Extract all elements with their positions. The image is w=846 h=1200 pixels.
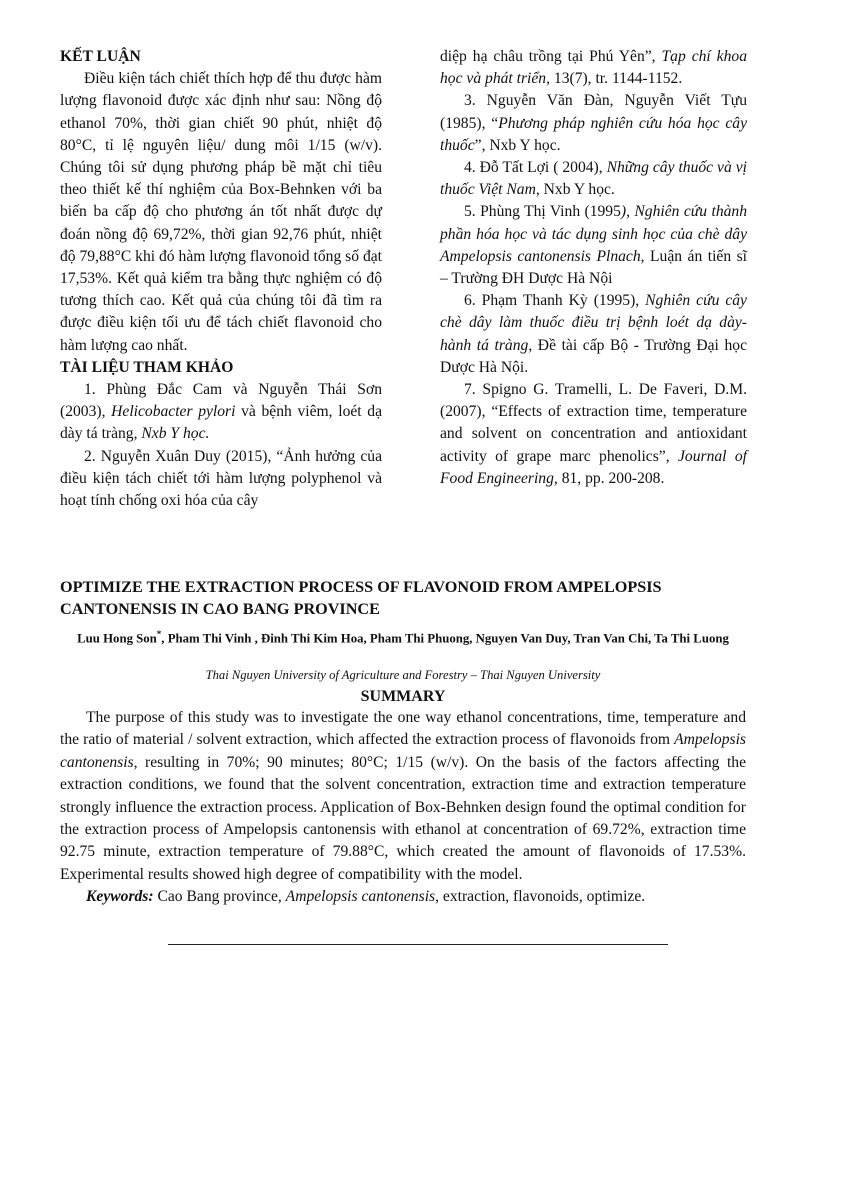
reference-5 [440,201,747,290]
reference-4-authors: 4. Đỗ Tất Lợi ( 2004), [464,159,607,177]
references-heading: TÀI LIỆU THAM KHẢO [60,358,234,376]
reference-2-journal: Tạp chí khoa học và phát triển [440,48,747,88]
summary-text: The purpose of this study was to investigate the one way ethanol concentrations, time, temperature and the ratio of material / solvent extraction, which affected the extraction process of flavonoids from [60,709,746,749]
reference-7-journal: Journal of Food Engineering, [440,447,747,487]
reference-1-text: 1. Phùng Đắc Cam và Nguyễn Thái Sơn (2003), [60,381,382,421]
reference-3-title: Phương pháp nghiên cứu hóa học cây thuốc [440,114,748,154]
reference-4 [440,157,747,201]
reference-5-authors: 5. Phùng Thị Vinh (1995 [464,203,621,221]
conclusion-paragraph: Điều kiện tách chiết thích hợp để thu được hàm lượng flavonoid được xác định như sau: Nồng độ ethanol 70%, thời gian chiết 90 phút, nhiệt độ 80°C, tỉ lệ nguyên liệu/ dung môi 1/15 (w/v). Chúng tôi sử dụng phương pháp bề mặt chỉ tiêu theo thiết kế thí nghiệm của Box-Behnken với ba biến ba cấp độ cho phương án tốt nhất được dự đoán nồng độ 69,72%, thời gian 92,76 phút, nhiệt độ 79,88°C khi đó hàm lượng flavonoid tổng số đạt 17,53%. Kết quả kiểm tra bằng thực nghiệm có độ tương thích cao. Kết quả của chúng tôi đã tìm ra được điều kiện tối ưu để tách chiết flavonoid cho hàm lượng cao nhất. [60,70,382,354]
reference-3-authors: 3. Nguyễn Văn Đàn, Nguyễn Viết Tựu (1985), “ [440,92,747,132]
conclusion-heading: KẾT LUẬN [60,48,141,65]
keywords-text-2: , extraction, flavonoids, optimize. [435,888,646,906]
reference-4-title: Những cây thuốc và vị thuốc Việt Nam [440,159,747,199]
reference-1 [60,379,382,446]
reference-6-authors: 6. Phạm Thanh Kỳ (1995), [464,292,646,310]
reference-2-continued [440,46,747,90]
reference-5-title: ), Nghiên cứu thành phần hóa học và tác dụng sinh học của chè dây Ampelopsis cantonensis Plnach [440,203,748,265]
summary-paragraph [60,707,746,886]
reference-6-title: Nghiên cứu cây chè dây làm thuốc điều trị bệnh loét dạ dày- hành tá tràng [440,292,747,354]
keywords [60,886,746,908]
affiliation: Thai Nguyen University of Agriculture and Forestry – Thai Nguyen University [205,668,601,682]
keywords-label: Keywords: [86,888,154,906]
reference-6 [440,290,747,379]
english-title: OPTIMIZE THE EXTRACTION PROCESS OF FLAVONOID FROM AMPELOPSIS CANTONENSIS IN CAO BANG PROVINCE [60,578,662,618]
reference-5-institution: , Luận án tiến sĩ – Trường ĐH Dược Hà Nội [440,247,747,288]
reference-7 [440,379,747,490]
reference-6-institution: , Đề tài cấp Bộ - Trường Đại học Dược Hà Nội. [440,336,747,376]
author-mark: * [156,629,162,639]
reference-2-pages: , 13(7), tr. 1144-1152. [546,70,683,88]
summary-species: Ampelopsis cantonensis [60,731,746,771]
right-column [440,46,747,490]
reference-3 [440,90,747,157]
author-lead: Luu Hong Son [77,631,157,646]
reference-7-text: 7. Spigno G. Tramelli, L. De Faveri, D.M. (2007), “Effects of extraction time, temperature and solvent on concentration and antioxidant activity of grape marc phenolics”, [440,381,747,465]
reference-7-pages: 81, pp. 200-208. [557,469,665,487]
reference-3-publisher: ”, Nxb Y học. [474,136,561,154]
reference-2-text: diệp hạ châu trồng tại Phú Yên”, [440,48,662,65]
author-list: , Pham Thi Vinh , Đinh Thi Kim Hoa, Pham Thi Phuong, Nguyen Van Duy, Tran Van Chi, Ta Thi Luong [161,631,729,646]
end-rule [168,944,668,945]
summary-heading: SUMMARY [360,688,446,705]
keywords-text: Cao Bang province, [153,888,286,906]
reference-1-species: Helicobacter pylori [111,403,236,421]
reference-1-text-2: và bệnh viêm, loét dạ dày tá tràng, [60,403,382,443]
reference-4-publisher: , Nxb Y học. [535,181,615,199]
reference-1-publisher: Nxb Y học. [141,425,210,443]
authors [60,624,746,648]
summary-text-2: , resulting in 70%; 90 minutes; 80°C; 1/15 (w/v). On the basis of the factors affecting the extraction conditions, we found that the solvent concentration, extraction time and extraction temperature strongly influence the extraction process. Application of Box-Behnken design found the optimal condition for the extraction process of Ampelopsis cantonensis with ethanol at concentration of 69.72%, extraction time 92.75 minute, extraction temperature of 79.88°C, which created the amount of flavonoids of 17.53%. Experimental results showed high degree of compatibility with the model. [60,753,746,883]
reference-2: 2. Nguyễn Xuân Duy (2015), “Ảnh hưởng của điều kiện tách chiết tới hàm lượng polyphenol và hoạt tính chống oxi hóa của cây [60,447,382,510]
summary-block [60,707,746,909]
keywords-species: Ampelopsis cantonensis [285,888,436,906]
left-column [60,46,382,512]
